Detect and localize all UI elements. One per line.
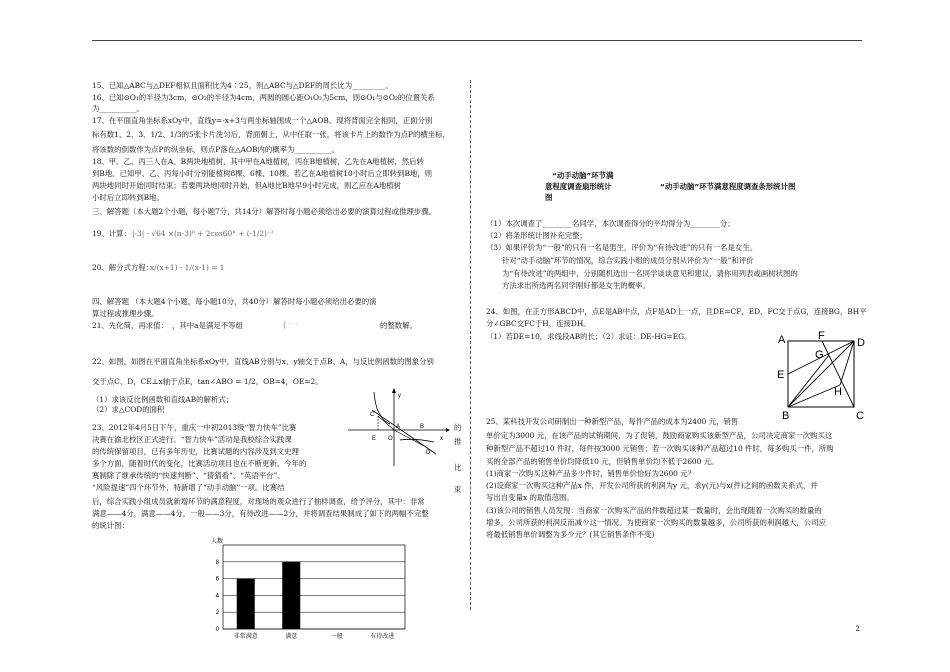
question-23-line5: 赛制除了继承传统的“快速判断”、“猜猜看”、“英语平台”、	[92, 471, 285, 480]
q23-sub2: （2）将条形统计图补充完整；	[486, 231, 587, 240]
question-18-line3: 两块地同时开始同时结束；若要两块地同时开始，但A地比B地早9小时完成，则乙应在A地植树	[92, 181, 402, 190]
question-25-line4: 买的全部产品的销售单价均降低10 元，但销售单价均不低于2600 元。	[486, 457, 719, 466]
y-axis-arrow	[392, 388, 396, 393]
question-20-label: 20、解分式方程：	[92, 263, 154, 272]
question-21-label: 21、先化简，再求值：	[92, 321, 168, 330]
question-22-line2: 交于点C、D，CE⊥x轴于点E，tan∠ABO = 1/2，OB=4，OE=2。	[92, 377, 323, 386]
question-25-line1: 25、某科技开发公司研制出一种新型产品，每件产品的成本为2400 元，销售	[486, 417, 739, 426]
question-22-line1: 22、如图，如图在平面直角坐标系xOy中，直线AB分别与x、y轴交于点B、A，与反比例函数的图象分别	[92, 357, 434, 366]
pie-chart-title-line2: 意程度调查扇形统计	[545, 182, 612, 191]
fig22-label-y: y	[398, 393, 401, 399]
question-23-side-char1: 的	[454, 423, 462, 432]
question-21-end: 的整数解。	[380, 321, 417, 330]
pie-chart-title-line3: 图	[545, 193, 553, 202]
question-19-formula: |-3| - √64 ×(π-3)⁰ + 2cos60° + (-1/2)⁻²	[132, 229, 274, 238]
question-23-side-char2: 推	[454, 437, 462, 446]
fig24-label-f: F	[818, 330, 825, 342]
question-22-figure	[344, 388, 450, 468]
fig24-label-d: D	[857, 337, 865, 349]
bar-chart-bar	[282, 562, 300, 629]
q23-sub1: （1）本次调查了________名同学，本次调查得分的平均得分为________分；	[486, 219, 735, 228]
question-25-part2-line2: 写出自变量x 的取值范围。	[486, 493, 574, 502]
fig24-label-a: A	[778, 334, 786, 346]
question-22-part2: （2）求△COD的面积	[92, 405, 165, 414]
fig24-label-e: E	[777, 369, 785, 381]
fig22-label-d: D	[426, 450, 431, 456]
question-24-parts: （1）若DE=10，求线段AB的长；（2）求证：DE-HG=EG。	[486, 332, 692, 341]
question-24-line2: 分∠GBC交FC于H，连接DH。	[486, 319, 591, 328]
question-17-line2: 标有数1、2、3、1/2、1/3的5张卡片洗匀后，背面朝上，从中任取一张，将该卡片上的数作为点P的横坐标，	[92, 130, 450, 139]
column-divider	[470, 80, 471, 610]
fig22-label-o: O	[388, 436, 393, 442]
question-23-line2: 决赛在渝北校区正式进行。“智力快车”活动是我校综合实践课	[92, 435, 292, 444]
question-17-line1: 17、在平面直角坐标系xOy中，直线y=-x+3与两坐标轴围成一个△AOB。现将背面完全相同，正面分别	[92, 116, 433, 125]
fig22-label-b: B	[420, 424, 425, 430]
q23-sub3-line4: 方法求出所选两名同学刚好都是女生的概率。	[502, 281, 650, 290]
bar-chart-x-ticks	[234, 632, 395, 640]
question-18-line2: 到B地。已知甲、乙、丙每小时分别能植树8棵、6棵、10棵。若乙在A地植树10小时后立即转到B地，则	[92, 169, 433, 178]
bar-chart	[205, 533, 415, 645]
od-segment	[394, 430, 424, 446]
bar-chart-x-tick-label: 有待改进	[370, 634, 395, 640]
bar-chart-y-tick-label: 4	[215, 593, 219, 600]
question-16-line1: 16、已知⊙O₁的半径为3cm，⊙O₂的半径为4cm，两圆的圆心距O₁O₂为5cm，则⊙O₁与⊙O₂的位置关系	[92, 93, 435, 102]
bar-chart-ylabel: 人数	[211, 539, 224, 545]
fig22-label-x: x	[440, 436, 443, 442]
question-25-part1: (1)商家一次购买这种产品多少件时，销售单价恰好为2600 元？	[486, 469, 696, 478]
q23-sub3-line2: 针对“动手动脑”环节的情况，综合实践小组的成员分别从评价为“一般”和评价	[502, 256, 754, 265]
question-25-part2-line1: (2)设商家一次购买这种产品x 件，开发公司所获的利润为y 元，求y(元)与x(件)之间的函数关系式，并	[486, 481, 818, 490]
question-25-part3-line2: 增多，公司所获的利润反而减少这一情况。为使商家一次购买的数量越多，公司所获的利润越大，公司应	[486, 518, 826, 527]
question-25-part3-line1: (3)该公司的销售人员发现：当商家一次购买产品的件数超过某一数量时，会出现随着一次购买的数量的	[486, 506, 822, 515]
question-23-side-char3: 比	[454, 463, 462, 472]
fig22-label-a: A	[396, 424, 401, 430]
x-axis-arrow	[446, 428, 450, 432]
segment-bh	[788, 385, 840, 407]
bar-chart-y-tick-label: 8	[215, 559, 219, 566]
question-21-inequality-image: { ⁻ ⁻	[282, 320, 300, 329]
question-18-line1: 18、甲、乙、丙三人在A、B两块地植树，其中甲在A地植树，丙在B地植树，乙先在A地植树，然后转	[92, 157, 424, 166]
q23-sub3-line3: 为“有待改进”的两组中，分别随机选出一名同学谈谈意见和建议，请你用列表或画树状图的	[502, 269, 798, 278]
question-23-line9: 的统计图：	[92, 521, 129, 530]
question-25-part3-line3: 将最低销售单价调整为多少元？(其它销售条件不变)	[486, 530, 655, 539]
question-16-line2: 为__________。	[92, 104, 144, 113]
page-number: 2	[855, 625, 860, 633]
question-23-line6: “风险提速”四个环节外，特新增了“动手动脑”一项。比赛结	[92, 483, 285, 492]
bar-chart-x-tick-label: 满意	[285, 634, 298, 640]
bar-chart-x-tick-label: 一般	[330, 634, 343, 640]
question-24-figure	[776, 329, 868, 421]
question-23-line8: 满意——4分，满意——4分，一般——3分，有待改进——2分，并将调查结果制成了如下的两幅不完整	[92, 509, 429, 518]
section-3-heading: 三、解答题（本大题2个小题，每小题7分，共14分）解答时每小题必须给出必要的演算过程或推理步骤。	[92, 207, 437, 216]
question-22-part1: （1）求该反比例函数和直线AB的解析式；	[92, 395, 234, 404]
question-23-line3: 的传统保留项目，已有多年历史，比赛试题的内容涉及到文史理	[92, 447, 299, 456]
question-23-side-char4: 束	[454, 485, 462, 494]
fig24-label-c: C	[856, 410, 864, 421]
question-25-line2: 单价定为3000 元，在该产品的试销期间，为了促销，鼓励商家购买该新型产品，公司决定商家一次购买这	[486, 431, 833, 440]
question-23-line7: 后，综合实践小组成员就新增环节的满意程度，对现场的观众进行了抽样调查，给予评分，其中：非常	[92, 497, 425, 506]
q23-sub3-line1: （3）如果评价为“一般”的只有一名是男生，评价为“有待改进”的只有一名是女生。	[486, 243, 758, 252]
question-17-line3: 将该数的倒数作为点P的纵坐标，则点P落在△AOB内的概率为__________。	[92, 145, 339, 154]
bar-chart-y-tick-label: 2	[215, 610, 219, 617]
question-25-line3: 种新型产品不超过10 件时，每件按3000 元销售；若一次购买该种产品超过10 件时，每多购买一件，所购	[486, 444, 834, 453]
bar-chart-bar	[237, 579, 255, 629]
question-19-label: 19、计算：	[92, 229, 131, 238]
fig24-label-h: H	[834, 386, 842, 398]
fig24-label-g: G	[815, 349, 824, 361]
bar-chart-y-tick-label: 0	[215, 627, 219, 633]
section-4-heading-line2: 算过程或推理步骤。	[92, 309, 159, 318]
question-23-line1: 23、2012年4月5日下午，重庆一中初2013级“智力快车”比赛	[92, 423, 297, 432]
line-ab	[372, 410, 436, 454]
bar-chart-title: “动手动脑”环节满意程度调查条形统计图	[660, 182, 796, 191]
bar-chart-y-ticks	[216, 560, 220, 633]
question-24-line1: 24、如图，在正方形ABCD中，点E是AB中点，点F是AD上一点，且DE=CF，ED、FC交于点G，连接BG，BH平	[486, 307, 867, 316]
pie-chart-title-line1: “动手动脑”环节满	[552, 171, 614, 180]
section-4-heading-line1: 四、解答题 （本大题4个小题，每小题10分，共40分）解答时每小题必须给出必要的演	[92, 297, 377, 306]
bar-chart-y-tick-label: 6	[215, 576, 219, 583]
question-18-line4: 小时后立即转到B地。	[92, 193, 164, 202]
segment-bg	[788, 355, 829, 407]
question-21-middle: ，其中a是满足不等组	[172, 321, 243, 330]
fig24-label-b: B	[782, 410, 790, 421]
header-rule	[92, 40, 862, 41]
bar-chart-x-tick-label: 非常满意	[233, 634, 258, 640]
question-20-formula: x/(x+1) - 1/(x-1) = 1	[150, 263, 225, 272]
question-15: 15、已知△ABC与△DEF相似且面积比为4∶25，则△ABC与△DEF的周长比为_________。	[92, 81, 393, 90]
question-23-line4: 多个方面，随着时代的变化，比赛活动项目也在不断更新。今年的	[92, 459, 307, 468]
fig22-label-c: C	[370, 412, 375, 418]
fig22-label-e: E	[372, 436, 377, 442]
